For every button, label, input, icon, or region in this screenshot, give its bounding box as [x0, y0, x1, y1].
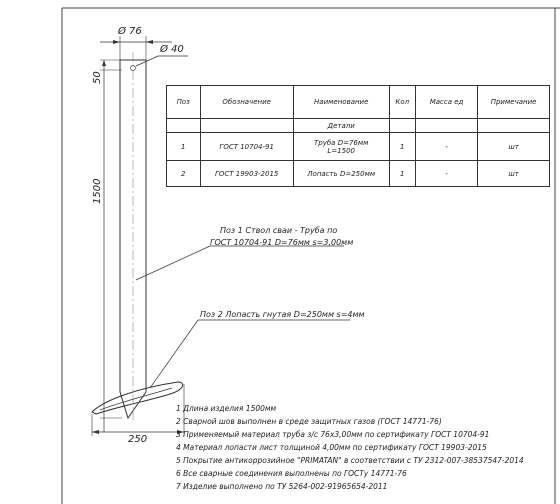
dim-76-arrow-left [113, 40, 120, 44]
dim-50-arrow [102, 60, 106, 66]
note-2: 2 Сварной шов выполнен в среде защитных газов (ГОСТ 14771-76) [176, 417, 442, 426]
header-qty: Кол [389, 86, 415, 119]
dim-50-label: 50 [92, 71, 103, 84]
table-header-row [167, 86, 550, 119]
note-4: 4 Материал лопасти лист толщиной 4,00мм по сертификату ГОСТ 19903-2015 [176, 443, 487, 452]
header-note: Примечание [478, 86, 550, 119]
table-group-row [167, 119, 550, 133]
row-2-pos: 2 [167, 161, 201, 187]
dim-250-label: 250 [128, 434, 148, 445]
callout-part-2: Поз 2 Лопасть гнутая D=250мм s=4мм [200, 310, 365, 319]
header-mass: Масса ед [415, 86, 477, 119]
header-name: Наименование [293, 86, 389, 119]
row-1-qty: 1 [389, 133, 415, 161]
table-row [167, 161, 550, 187]
callout-part-1-line-2: ГОСТ 10704-91 D=76мм s=3,00мм [210, 238, 354, 247]
callout-1-leader [136, 246, 210, 280]
row-2-designation: ГОСТ 19903-2015 [200, 161, 293, 187]
row-2-name: Лопасть D=250мм [293, 161, 389, 187]
row-1-pos: 1 [167, 133, 201, 161]
dim-40-leader [136, 56, 158, 66]
note-7: 7 Изделие выполнено по ТУ 5264-002-91965654-2011 [176, 482, 388, 491]
table-row [167, 133, 550, 161]
row-1-note: шт [478, 133, 550, 161]
note-3: 3 Применяемый материал труба з/с 76х3,00мм по сертификату ГОСТ 10704-91 [176, 430, 490, 439]
dim-76-arrow-right [146, 40, 153, 44]
dim-40-label: Ø 40 [160, 44, 184, 55]
header-pos: Поз [167, 86, 201, 119]
callout-2-leader [150, 320, 198, 388]
note-5: 5 Покрытие антикоррозийное "PRIMATAN" в соответствии с ТУ 2312-007-38537547-2014 [176, 456, 524, 465]
header-designation: Обозначение [200, 86, 293, 119]
row-1-name: Труба D=76мм L=1500 [293, 133, 389, 161]
parts-table [166, 85, 550, 187]
note-6: 6 Все сварные соединения выполнены по ГОСТу 14771-76 [176, 469, 407, 478]
dim-1500-label: 1500 [92, 178, 103, 204]
row-2-mass: - [415, 161, 477, 187]
dim-76-label: Ø 76 [118, 26, 142, 37]
note-1: 1 Длина изделия 1500мм [176, 404, 277, 413]
row-2-note: шт [478, 161, 550, 187]
dim-250-arrow-left [92, 430, 99, 434]
callout-part-1-line-1: Поз 1 Ствол сваи - Труба по [220, 226, 338, 235]
row-1-mass: - [415, 133, 477, 161]
row-2-qty: 1 [389, 161, 415, 187]
group-label: Детали [293, 119, 389, 133]
row-1-designation: ГОСТ 10704-91 [200, 133, 293, 161]
